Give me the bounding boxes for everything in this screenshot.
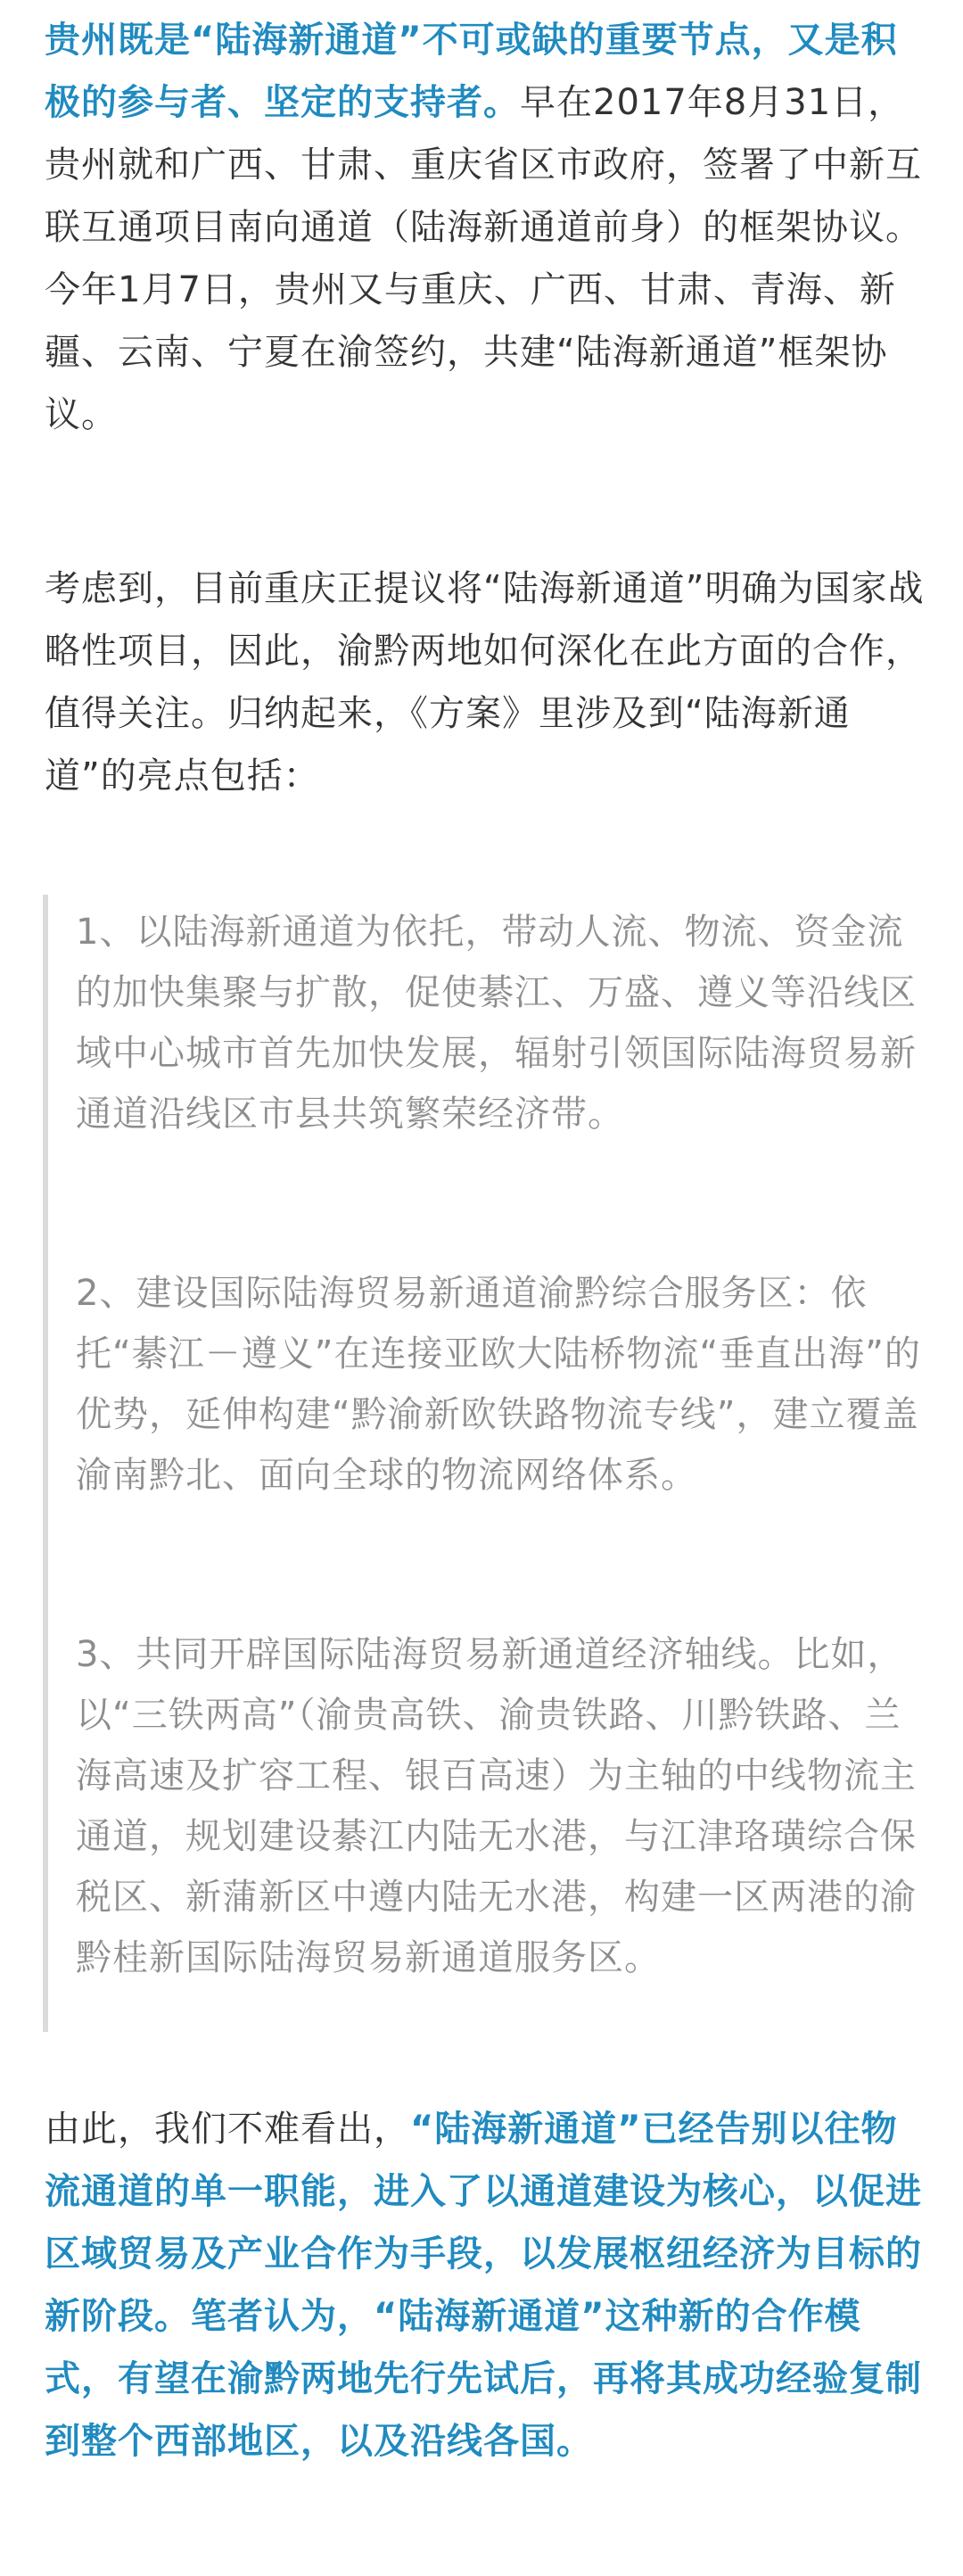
paragraph-considerations: 考虑到，目前重庆正提议将“陆海新通道”明确为国家战略性项目，因此，渝黔两地如何深化在此方面的合作，值得关注。归纳起来，《方案》里涉及到“陆海新通道”的亮点包括： [45,568,925,797]
body-text: 由此，我们不难看出， [45,2109,410,2150]
body-text: 早在2017年8月31日，贵州就和广西、甘肃、重庆省区市政府，签署了中新互联互通项目南向通道（陆海新通道前身）的框架协议。今年1月7日，贵州又与重庆、广西、甘肃、青海、新疆、云南、宁夏在渝签约，共建“陆海新通道”框架协议。 [45,82,922,435]
paragraph-guizhou-role [45,9,927,446]
quote-item-1: 1、以陆海新通道为依托，带动人流、物流、资金流的加快集聚与扩散，促使綦江、万盛、遵义等沿线区域中心城市首先加快发展，辐射引领国际陆海贸易新通道沿线区市县共筑繁荣经济带。 [76,912,917,1135]
highlight-text: 贵州既是“陆海新通道”不可或缺的重要节点，又是积极的参与者、坚定的支持者。 [45,20,898,123]
highlight-text: “陆海新通道”已经告别以往物流通道的单一职能，进入了以通道建设为核心，以促进区域贸易及产业合作为手段，以发展枢纽经济为目标的新阶段。笔者认为，“陆海新通道”这种新的合作模式，有望在渝黔两地先行先试后，再将其成功经验复制到整个西部地区，以及沿线各国。 [45,2109,922,2462]
paragraph-conclusion [45,2098,927,2473]
quote-item-3: 3、共同开辟国际陆海贸易新通道经济轴线。比如，以“三铁两高”（渝贵高铁、渝贵铁路、川黔铁路、兰海高速及扩容工程、银百高速）为主轴的中线物流主通道，规划建设綦江内陆无水港，与江津珞璜综合保税区、新蒲新区中遵内陆无水港，构建一区两港的渝黔桂新国际陆海贸易新通道服务区。 [76,1634,917,1978]
quote-item-2: 2、建设国际陆海贸易新通道渝黔综合服务区：依托“綦江－遵义”在连接亚欧大陆桥物流“垂直出海”的优势，延伸构建“黔渝新欧铁路物流专线”，建立覆盖渝南黔北、面向全球的物流网络体系。 [76,1273,921,1496]
